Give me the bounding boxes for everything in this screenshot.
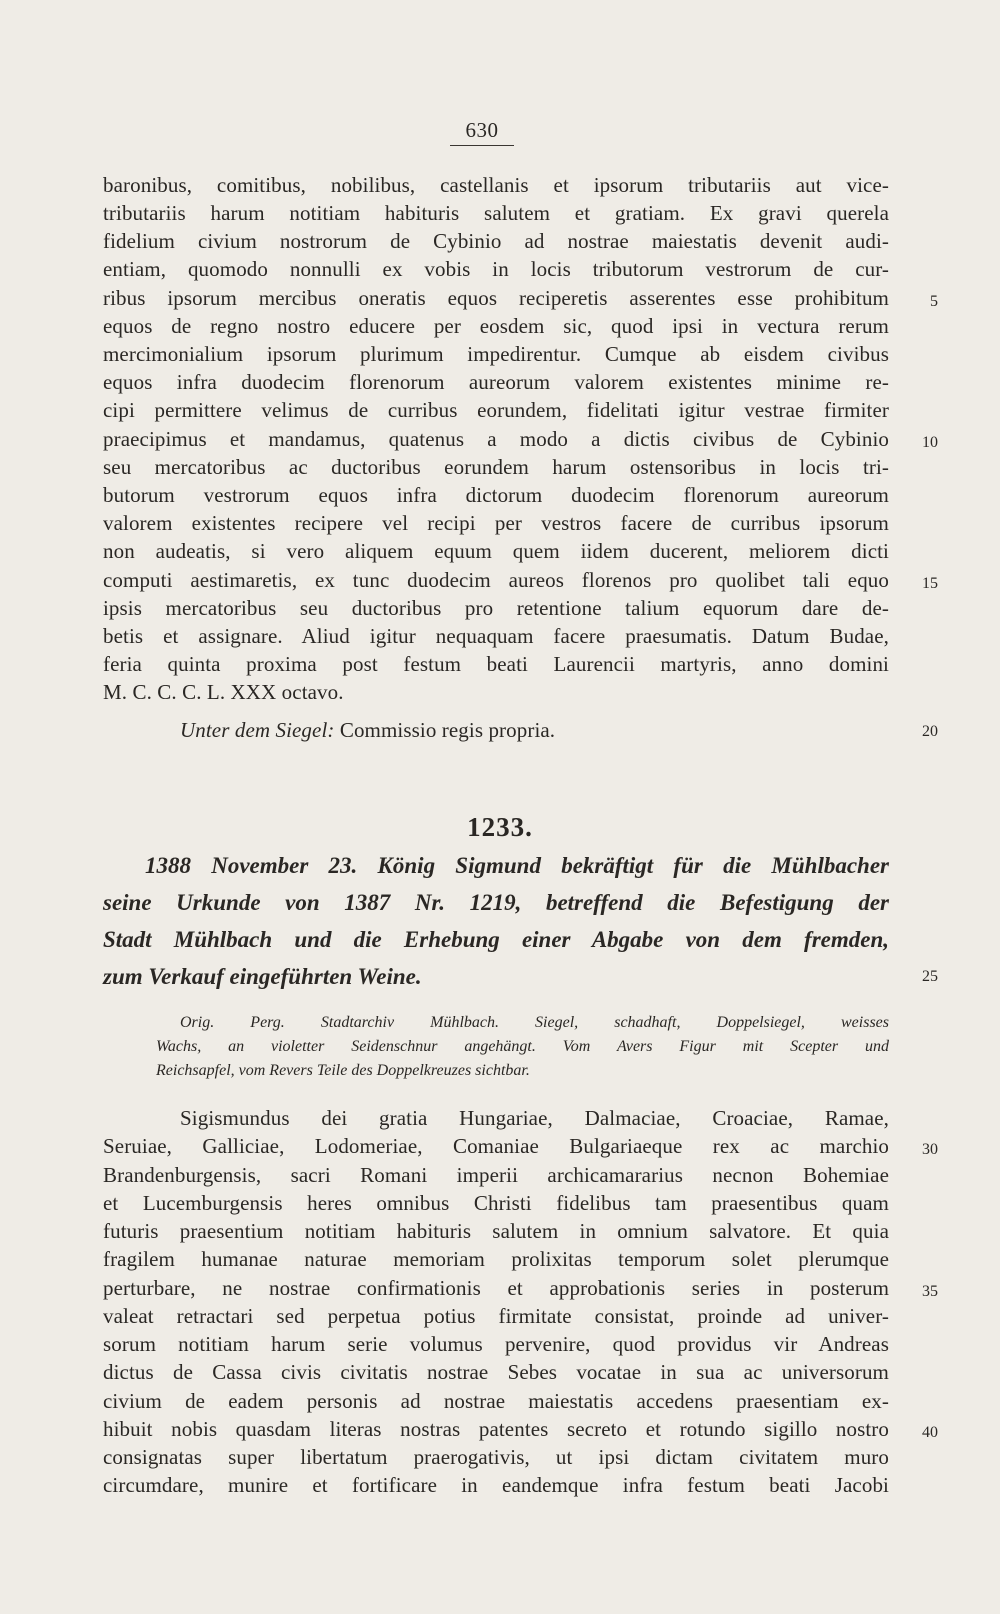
text-line: cipi permittere velimus de curribus eorundem, fidelitati igitur vestrae firmiter (103, 398, 889, 422)
note-line: Wachs, an violetter Seidenschnur angehängt. Vom Avers Figur mit Scepter und (156, 1038, 889, 1055)
regest-line: 1388 November 23. König Sigmund bekräftigt für die Mühlbacher (145, 853, 889, 878)
text-line: valeat retractari sed perpetua potius firmitate consistat, proinde ad univer- (103, 1304, 889, 1328)
text-line: baronibus, comitibus, nobilibus, castellanis et ipsorum tributariis aut vice- (103, 173, 889, 197)
text-line: non audeatis, si vero aliquem equum quem iidem ducerent, meliorem dicti (103, 539, 889, 563)
text-line: et Lucemburgensis heres omnibus Christi fidelibus tam praesentibus quam (103, 1191, 889, 1215)
line-number: 30 (922, 1141, 938, 1158)
regest-line: Stadt Mühlbach und die Erhebung einer Abgabe von dem fremden, (103, 927, 889, 952)
text-line: feria quinta proxima post festum beati Laurencii martyris, anno domini (103, 652, 889, 676)
line-number: 10 (922, 434, 938, 451)
page-number: 630 (465, 118, 499, 142)
text-line: Brandenburgensis, sacri Romani imperii archicamararius necnon Bohemiae (103, 1163, 889, 1187)
text-line: consignatas super libertatum praerogativis, ut ipsi dictam civitatem muro (103, 1445, 889, 1469)
text-line: fragilem humanae naturae memoriam prolixitas temporum solet plerumque (103, 1247, 889, 1271)
seal-label: Unter dem Siegel: (180, 718, 335, 742)
text-line: praecipimus et mandamus, quatenus a modo a dictis civibus de Cybinio (103, 427, 889, 451)
text-line: seu mercatoribus ac ductoribus eorundem harum ostensoribus in locis tri- (103, 455, 889, 479)
text-line: circumdare, munire et fortificare in eandemque infra festum beati Jacobi (103, 1473, 889, 1497)
text-line: tributariis harum notitiam habituris salutem et gratiam. Ex gravi querela (103, 201, 889, 225)
page-number-rule (450, 145, 514, 146)
text-line: perturbare, ne nostrae confirmationis et approbationis series in posterum (103, 1276, 889, 1300)
text-line: Seruiae, Galliciae, Lodomeriae, Comaniae Bulgariaeque rex ac marchio (103, 1134, 889, 1158)
regest-line: seine Urkunde von 1387 Nr. 1219, betreffend die Befestigung der (103, 890, 889, 915)
text-line: hibuit nobis quasdam literas nostras patentes secreto et rotundo sigillo nostro (103, 1417, 889, 1441)
text-line: equos infra duodecim florenorum aureorum valorem existentes minime re- (103, 370, 889, 394)
line-number: 35 (922, 1283, 938, 1300)
text-line: butorum vestrorum equos infra dictorum duodecim florenorum aureorum (103, 483, 889, 507)
text-line: dictus de Cassa civis civitatis nostrae Sebes vocatae in sua ac universorum (103, 1360, 889, 1384)
text-line: mercimonialium ipsorum plurimum impedirentur. Cumque ab eisdem civibus (103, 342, 889, 366)
text-line: equos de regno nostro educere per eosdem sic, quod ipsi in vectura rerum (103, 314, 889, 338)
seal-text: Commissio regis propria. (339, 718, 556, 742)
line-number: 40 (922, 1424, 938, 1441)
text-line: betis et assignare. Aliud igitur nequaquam facere praesumatis. Datum Budae, (103, 624, 889, 648)
seal-line (180, 716, 889, 744)
text-line: ipsis mercatoribus seu ductoribus pro retentione talium equorum dare de- (103, 596, 889, 620)
text-line: ribus ipsorum mercibus oneratis equos reciperetis asserentes esse prohibitum (103, 286, 889, 310)
text-line: computi aestimaretis, ex tunc duodecim aureos florenos pro quolibet tali equo (103, 568, 889, 592)
line-number: 5 (930, 293, 938, 310)
text-line: M. C. C. C. L. XXX octavo. (103, 680, 344, 704)
document-number: 1233. (467, 812, 533, 842)
line-number: 20 (922, 723, 938, 740)
text-line: fidelium civium nostrorum de Cybinio ad nostrae maiestatis devenit audi- (103, 229, 889, 253)
text-line: civium de eadem personis ad nostrae maiestatis accedens praesentiam ex- (103, 1389, 889, 1413)
text-line: Sigismundus dei gratia Hungariae, Dalmaciae, Croaciae, Ramae, (180, 1106, 889, 1130)
regest-line: zum Verkauf eingeführten Weine. (103, 964, 422, 989)
text-line: futuris praesentium notitiam habituris salutem in omnium salvatore. Et quia (103, 1219, 889, 1243)
text-line: valorem existentes recipere vel recipi per vestros facere de curribus ipsorum (103, 511, 889, 535)
text-line: entiam, quomodo nonnulli ex vobis in locis tributorum vestrorum de cur- (103, 257, 889, 281)
note-line: Reichsapfel, vom Revers Teile des Doppelkreuzes sichtbar. (156, 1062, 530, 1079)
line-number: 15 (922, 575, 938, 592)
line-number: 25 (922, 968, 938, 985)
note-line: Orig. Perg. Stadtarchiv Mühlbach. Siegel, schadhaft, Doppelsiegel, weisses (180, 1014, 889, 1031)
text-line: sorum notitiam harum serie volumus pervenire, quod providus vir Andreas (103, 1332, 889, 1356)
